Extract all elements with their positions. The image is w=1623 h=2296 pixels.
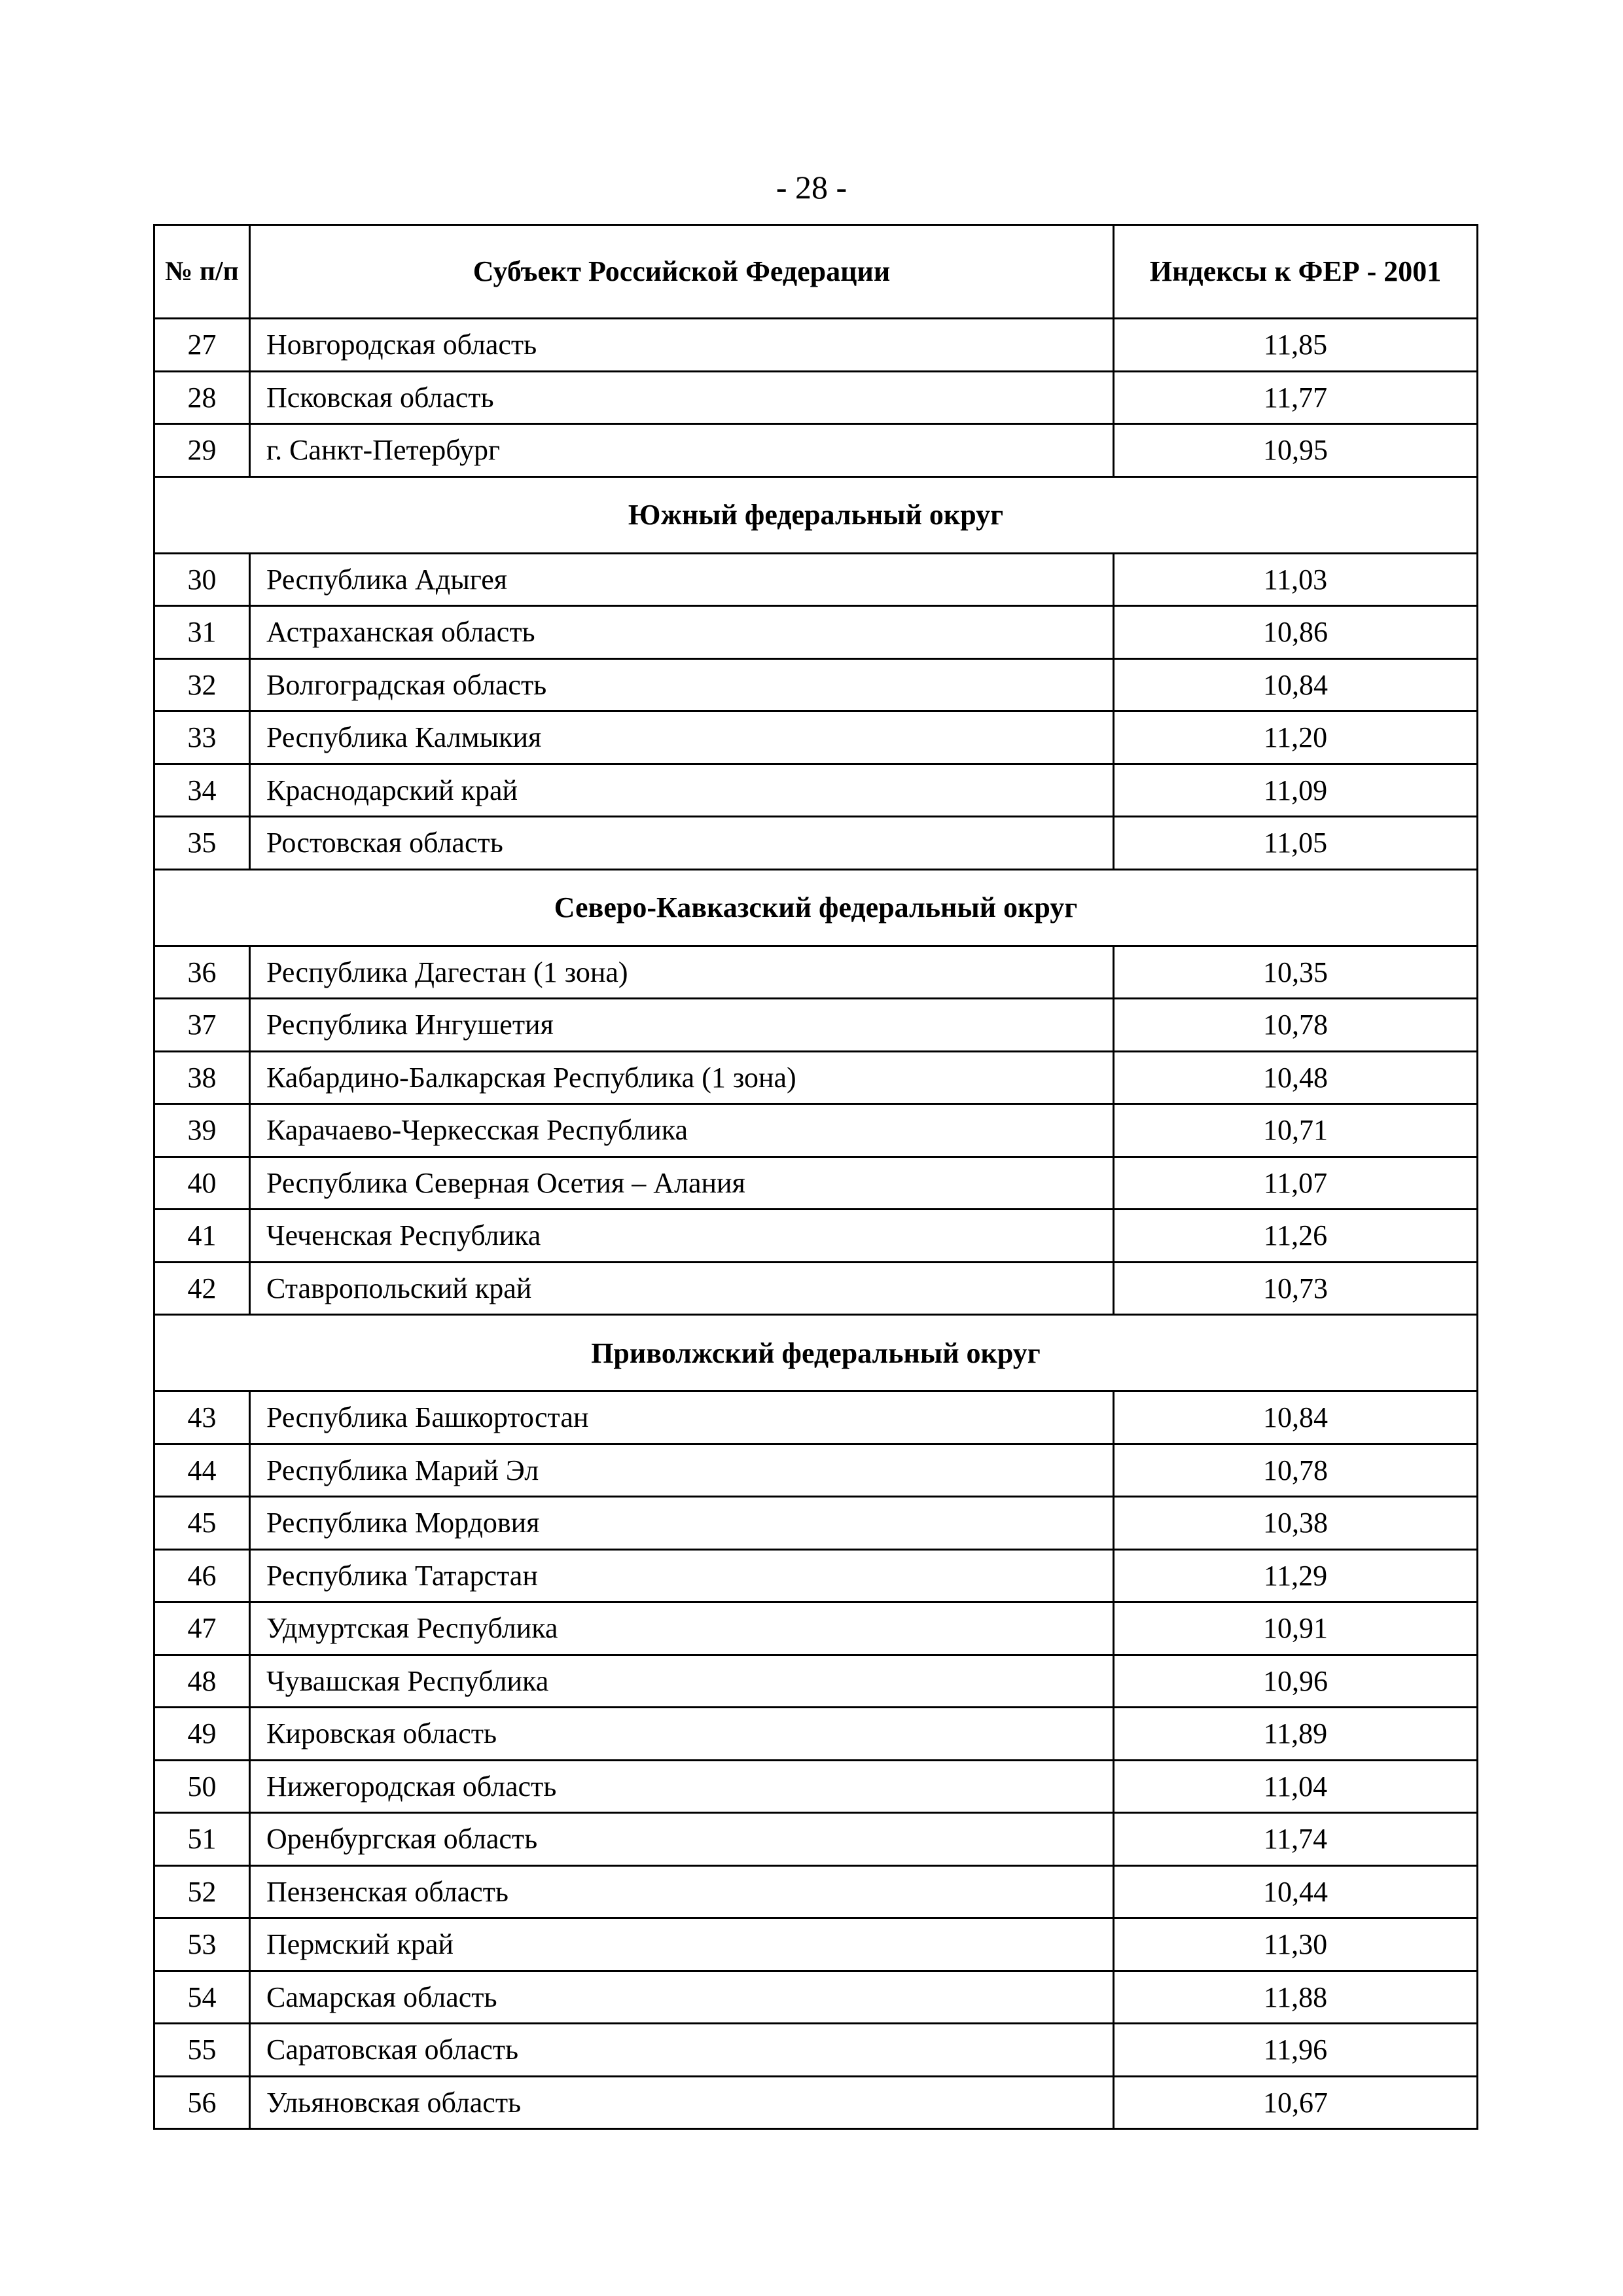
index-value-cell: 11,88 [1114,1971,1478,2024]
subject-name-cell: Республика Дагестан (1 зона) [250,946,1114,999]
table-row [154,764,1478,817]
section-title: Южный федеральный округ [154,476,1478,553]
index-value-cell: 10,35 [1114,946,1478,999]
row-number-cell: 56 [154,2076,250,2129]
row-number-cell: 46 [154,1549,250,1602]
header-number: № п/п [154,225,250,319]
index-value-cell: 11,05 [1114,817,1478,870]
header-subject: Субъект Российской Федерации [250,225,1114,319]
row-number-cell: 49 [154,1708,250,1761]
index-value-cell: 11,89 [1114,1708,1478,1761]
table-row [154,999,1478,1052]
table-row [154,946,1478,999]
index-value-cell: 11,26 [1114,1210,1478,1263]
subject-name-cell: Удмуртская Республика [250,1602,1114,1655]
row-number-cell: 35 [154,817,250,870]
subject-name-cell: Чеченская Республика [250,1210,1114,1263]
subject-name-cell: Республика Калмыкия [250,711,1114,764]
row-number-cell: 50 [154,1760,250,1813]
index-value-cell: 11,29 [1114,1549,1478,1602]
subject-name-cell: Республика Северная Осетия – Алания [250,1157,1114,1210]
index-value-cell: 10,91 [1114,1602,1478,1655]
row-number-cell: 43 [154,1391,250,1444]
index-value-cell: 11,04 [1114,1760,1478,1813]
row-number-cell: 28 [154,371,250,424]
section-header-row [154,869,1478,946]
row-number-cell: 30 [154,553,250,606]
subject-name-cell: Кировская область [250,1708,1114,1761]
subject-name-cell: Ростовская область [250,817,1114,870]
subject-name-cell: Кабардино-Балкарская Республика (1 зона) [250,1051,1114,1104]
index-value-cell: 11,85 [1114,319,1478,372]
index-value-cell: 11,77 [1114,371,1478,424]
page-number: - 28 - [776,169,847,206]
index-value-cell: 10,78 [1114,999,1478,1052]
row-number-cell: 33 [154,711,250,764]
subject-name-cell: Новгородская область [250,319,1114,372]
index-value-cell: 10,44 [1114,1865,1478,1918]
subject-name-cell: Чувашская Республика [250,1655,1114,1708]
row-number-cell: 42 [154,1262,250,1315]
row-number-cell: 47 [154,1602,250,1655]
subject-name-cell: Республика Мордовия [250,1497,1114,1550]
row-number-cell: 31 [154,606,250,659]
index-value-cell: 10,38 [1114,1497,1478,1550]
index-value-cell: 10,71 [1114,1104,1478,1157]
index-value-cell: 10,84 [1114,658,1478,711]
table-row [154,658,1478,711]
table-row [154,1549,1478,1602]
subject-name-cell: Пермский край [250,1918,1114,1971]
subject-name-cell: Псковская область [250,371,1114,424]
row-number-cell: 29 [154,424,250,477]
table-row [154,371,1478,424]
index-value-cell: 11,20 [1114,711,1478,764]
subject-name-cell: Ульяновская область [250,2076,1114,2129]
table-row [154,1391,1478,1444]
index-value-cell: 10,73 [1114,1262,1478,1315]
table-row [154,2076,1478,2129]
section-title: Северо-Кавказский федеральный округ [154,869,1478,946]
row-number-cell: 39 [154,1104,250,1157]
table-row [154,1051,1478,1104]
index-value-cell: 10,95 [1114,424,1478,477]
table-row [154,1602,1478,1655]
subject-name-cell: Оренбургская область [250,1813,1114,1866]
table-row [154,553,1478,606]
row-number-cell: 44 [154,1444,250,1497]
index-value-cell: 11,30 [1114,1918,1478,1971]
row-number-cell: 37 [154,999,250,1052]
table-row [154,1865,1478,1918]
subject-name-cell: Карачаево-Черкесская Республика [250,1104,1114,1157]
subject-name-cell: Астраханская область [250,606,1114,659]
subject-name-cell: Республика Башкортостан [250,1391,1114,1444]
table-row [154,1157,1478,1210]
table-row [154,1262,1478,1315]
index-value-cell: 10,84 [1114,1391,1478,1444]
table-row [154,1210,1478,1263]
table-row [154,1655,1478,1708]
row-number-cell: 55 [154,2024,250,2077]
index-value-cell: 10,86 [1114,606,1478,659]
subject-name-cell: Краснодарский край [250,764,1114,817]
index-value-cell: 10,48 [1114,1051,1478,1104]
table-row [154,606,1478,659]
subject-name-cell: г. Санкт-Петербург [250,424,1114,477]
row-number-cell: 45 [154,1497,250,1550]
table-row [154,319,1478,372]
index-value-cell: 11,96 [1114,2024,1478,2077]
row-number-cell: 27 [154,319,250,372]
subject-name-cell: Республика Адыгея [250,553,1114,606]
table-row [154,1708,1478,1761]
header-index: Индексы к ФЕР - 2001 [1114,225,1478,319]
row-number-cell: 51 [154,1813,250,1866]
subject-name-cell: Саратовская область [250,2024,1114,2077]
row-number-cell: 34 [154,764,250,817]
subject-name-cell: Республика Татарстан [250,1549,1114,1602]
row-number-cell: 36 [154,946,250,999]
table-row [154,1497,1478,1550]
table-body [154,319,1478,2129]
index-value-cell: 11,74 [1114,1813,1478,1866]
table-row [154,2024,1478,2077]
table-row [154,711,1478,764]
section-title: Приволжский федеральный округ [154,1315,1478,1391]
table-row [154,1918,1478,1971]
table-row [154,1444,1478,1497]
subject-name-cell: Пензенская область [250,1865,1114,1918]
section-header-row [154,476,1478,553]
index-value-cell: 10,78 [1114,1444,1478,1497]
index-value-cell: 10,96 [1114,1655,1478,1708]
table-row [154,1813,1478,1866]
subject-name-cell: Ставропольский край [250,1262,1114,1315]
row-number-cell: 38 [154,1051,250,1104]
regional-index-table [153,224,1478,2130]
table-row [154,817,1478,870]
subject-name-cell: Республика Ингушетия [250,999,1114,1052]
index-value-cell: 11,07 [1114,1157,1478,1210]
row-number-cell: 32 [154,658,250,711]
row-number-cell: 54 [154,1971,250,2024]
subject-name-cell: Волгоградская область [250,658,1114,711]
subject-name-cell: Самарская область [250,1971,1114,2024]
table-row [154,1104,1478,1157]
row-number-cell: 40 [154,1157,250,1210]
index-value-cell: 10,67 [1114,2076,1478,2129]
subject-name-cell: Республика Марий Эл [250,1444,1114,1497]
row-number-cell: 52 [154,1865,250,1918]
index-value-cell: 11,09 [1114,764,1478,817]
table-row [154,424,1478,477]
table-row [154,1760,1478,1813]
row-number-cell: 41 [154,1210,250,1263]
subject-name-cell: Нижегородская область [250,1760,1114,1813]
table-row [154,1971,1478,2024]
table-header-row [154,225,1478,319]
row-number-cell: 53 [154,1918,250,1971]
section-header-row [154,1315,1478,1391]
row-number-cell: 48 [154,1655,250,1708]
index-value-cell: 11,03 [1114,553,1478,606]
